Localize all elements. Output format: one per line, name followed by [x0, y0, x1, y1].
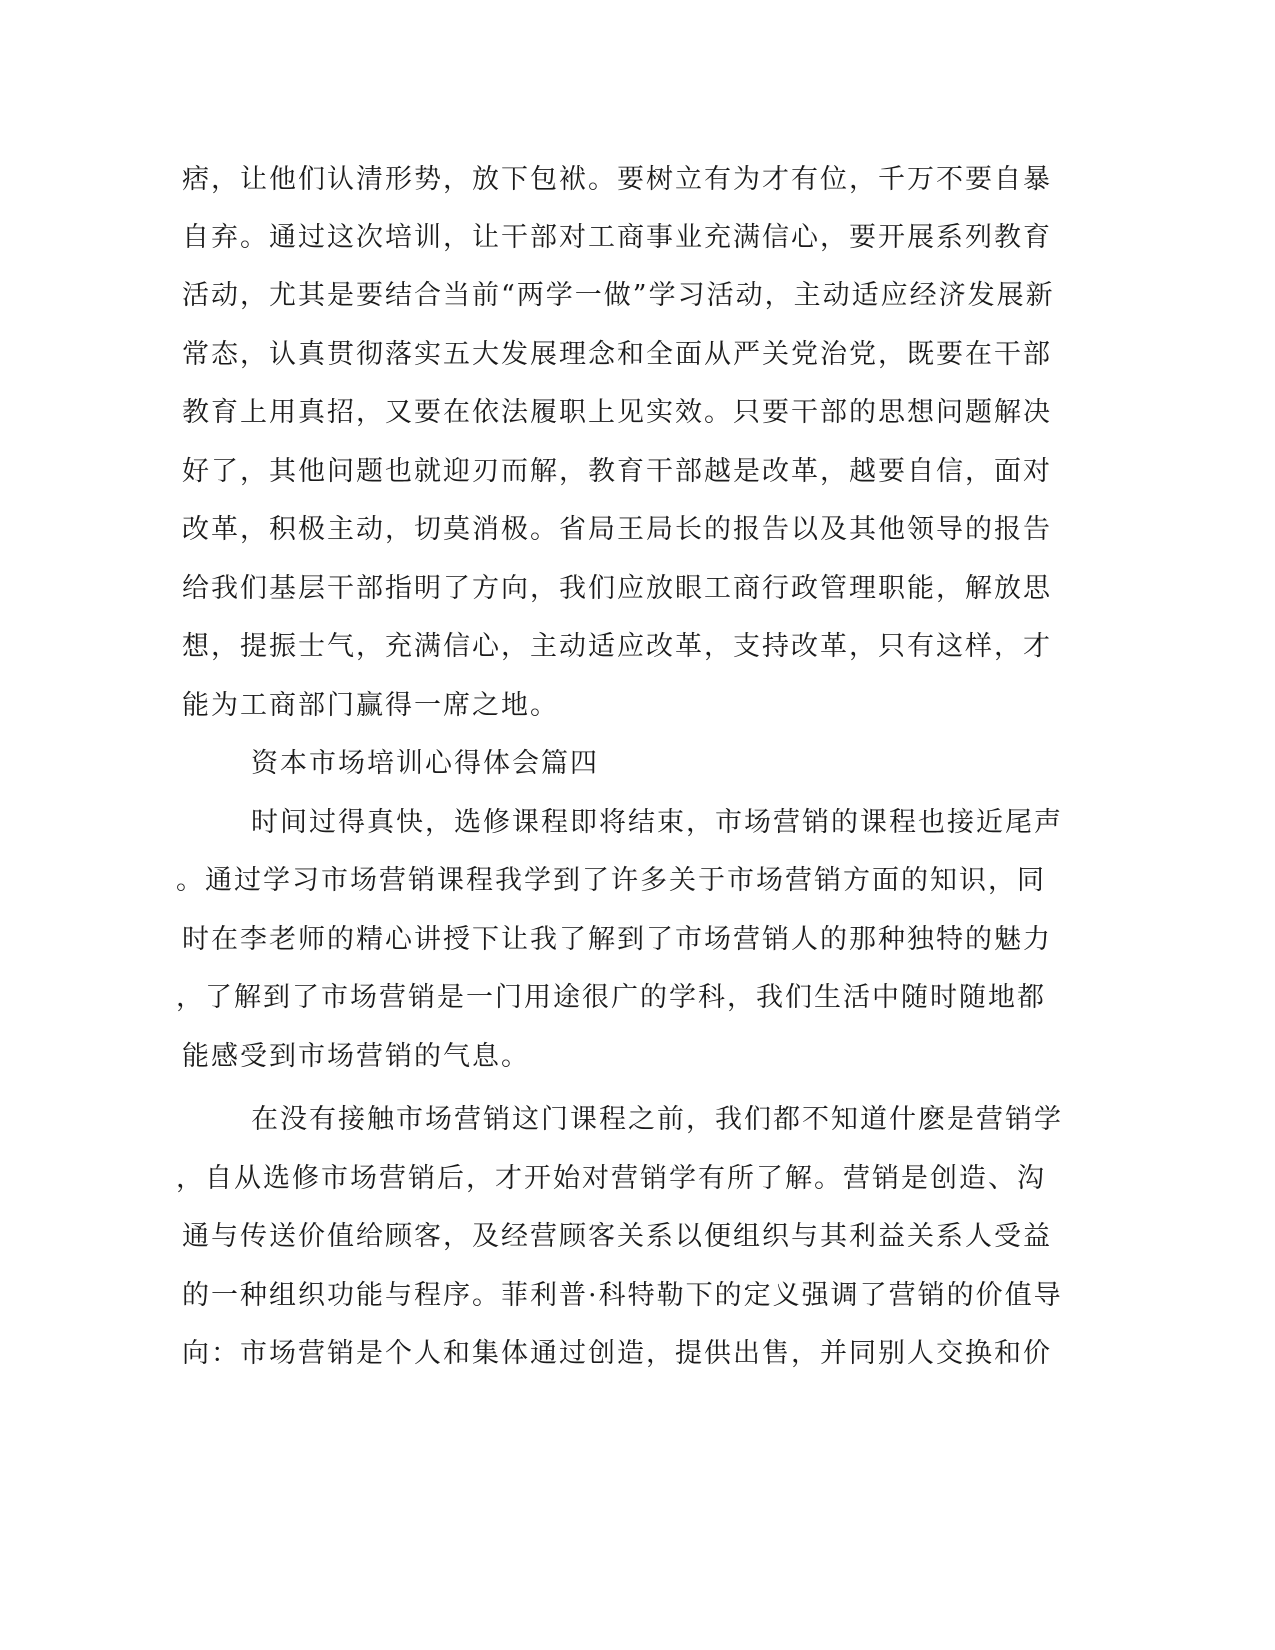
section-heading: 资本市场培训心得体会篇四	[251, 748, 599, 779]
text-line: 时在李老师的精心讲授下让我了解到了市场营销人的那种独特的魅力	[182, 924, 1052, 955]
text-line: 常态，认真贯彻落实五大发展理念和全面从严关党治党，既要在干部	[182, 339, 1052, 370]
text-line: ，了解到了市场营销是一门用途很广的学科，我们生活中随时随地都	[176, 982, 1046, 1013]
text-line: 在没有接触市场营销这门课程之前，我们都不知道什麽是营销学	[251, 1104, 1063, 1135]
text-line: 向：市场营销是个人和集体通过创造，提供出售，并同别人交换和价	[182, 1338, 1052, 1369]
text-line: 的一种组织功能与程序。菲利普·科特勒下的定义强调了营销的价值导	[182, 1280, 1063, 1311]
text-line: 。通过学习市场营销课程我学到了许多关于市场营销方面的知识，同	[176, 865, 1046, 896]
text-line: 给我们基层干部指明了方向，我们应放眼工商行政管理职能，解放思	[182, 573, 1052, 604]
text-line: 时间过得真快，选修课程即将结束，市场营销的课程也接近尾声	[251, 807, 1063, 838]
text-line: 想，提振士气，充满信心，主动适应改革，支持改革，只有这样，才	[182, 631, 1052, 662]
text-line: ，自从选修市场营销后，才开始对营销学有所了解。营销是创造、沟	[176, 1163, 1046, 1194]
text-line: 好了，其他问题也就迎刃而解，教育干部越是改革，越要自信，面对	[182, 456, 1052, 487]
text-line: 通与传送价值给顾客，及经营顾客关系以便组织与其利益关系人受益	[182, 1221, 1052, 1252]
text-line: 能为工商部门赢得一席之地。	[182, 690, 559, 721]
text-line: 改革，积极主动，切莫消极。省局王局长的报告以及其他领导的报告	[182, 514, 1052, 545]
text-line: 痞，让他们认清形势，放下包袱。要树立有为才有位，千万不要自暴	[182, 164, 1052, 195]
text-line: 自弃。通过这次培训，让干部对工商事业充满信心，要开展系列教育	[182, 222, 1052, 253]
text-line: 能感受到市场营销的气息。	[182, 1041, 530, 1072]
text-line: 活动，尤其是要结合当前“两学一做”学习活动，主动适应经济发展新	[182, 280, 1055, 311]
text-line: 教育上用真招，又要在依法履职上见实效。只要干部的思想问题解决	[182, 397, 1052, 428]
